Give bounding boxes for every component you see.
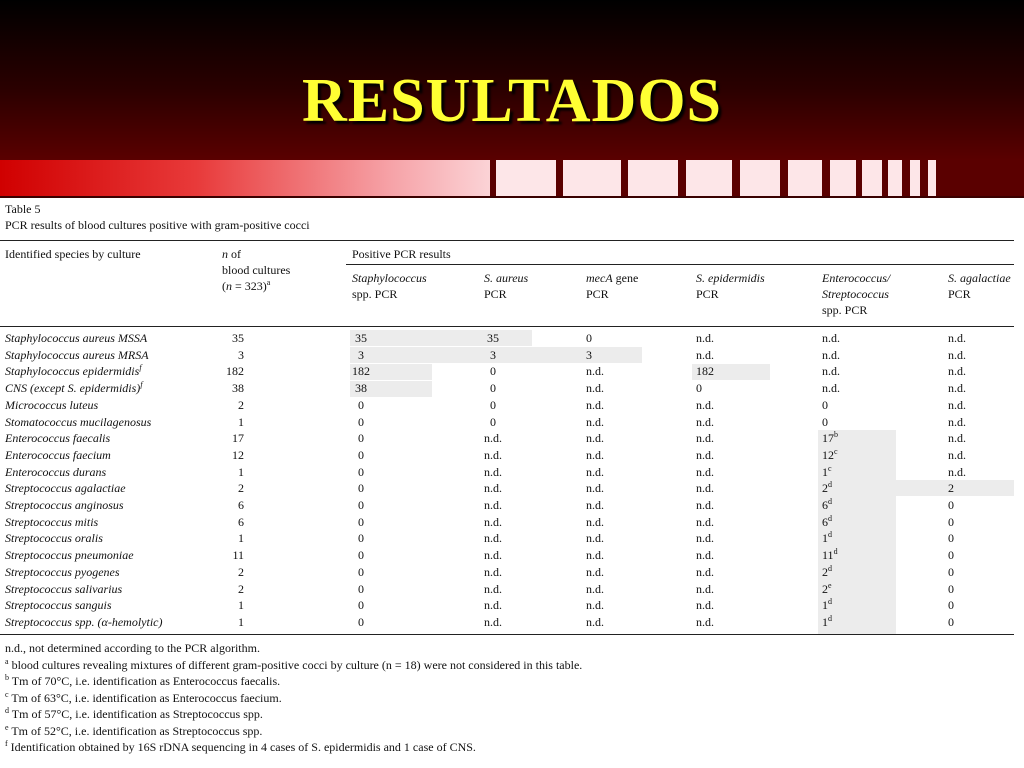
row-staph-pcr: 0 — [358, 464, 364, 479]
row-aureus-pcr: 3 — [490, 347, 496, 362]
header-n-line3: (n = 323)$^a$ — [222, 278, 271, 293]
row-agalactiae-pcr: 0 — [948, 498, 954, 512]
row-species-footnote-mark: f — [140, 380, 143, 390]
row-n: 2 — [238, 481, 244, 496]
header-n-line2: blood cultures — [222, 263, 291, 277]
stripe-block — [788, 160, 822, 196]
footnote-mark: d — [5, 706, 9, 715]
row-entero-footnote-mark: c — [834, 446, 838, 456]
row-species: Streptococcus agalactiae — [5, 481, 126, 496]
row-entero-footnote-mark: d — [833, 547, 838, 557]
table-row — [0, 530, 1014, 547]
header-entero-strep: Enterococcus/ Streptococcus spp. PCR — [822, 271, 891, 317]
row-meca-pcr: 3 — [586, 347, 592, 362]
row-n: 6 — [238, 498, 244, 512]
row-entero-strep-pcr: 17$^b$ — [822, 430, 838, 446]
header-bottom-rule — [0, 326, 1014, 327]
row-staph-pcr: 3 — [358, 347, 364, 362]
row-entero-strep-pcr: n.d. — [822, 331, 840, 345]
header-agalactiae: S. agalactiae PCR — [948, 271, 1011, 301]
row-meca-pcr: n.d. — [586, 381, 604, 396]
stripe-block — [628, 160, 678, 196]
row-agalactiae-pcr: 0 — [948, 598, 954, 613]
row-species: Streptococcus pneumoniae — [5, 548, 134, 563]
header-n: n of blood cultures (n = 323)$^a$ — [222, 247, 291, 293]
row-staph-pcr: 0 — [358, 481, 364, 496]
row-species: Streptococcus mitis — [5, 514, 99, 529]
row-staph-pcr: 182 — [352, 364, 370, 379]
row-species: Enterococcus durans — [5, 464, 107, 479]
row-n: 1 — [238, 414, 244, 429]
row-entero-strep-pcr: 6$^d$ — [822, 513, 832, 529]
header-positive-pcr: Positive PCR results — [352, 247, 451, 261]
row-agalactiae-pcr: n.d. — [948, 464, 966, 479]
row-meca-pcr: n.d. — [586, 614, 604, 629]
table-row — [0, 480, 1014, 497]
row-n: 1 — [238, 614, 244, 629]
row-species: Streptococcus oralis — [5, 531, 103, 546]
row-meca-pcr: n.d. — [586, 431, 604, 446]
row-meca-pcr: n.d. — [586, 414, 604, 429]
table-row — [0, 614, 1014, 631]
row-aureus-pcr: n.d. — [484, 564, 502, 579]
header-staph: Staphylococcus spp. PCR — [352, 271, 427, 301]
row-entero-strep-pcr: n.d. — [822, 347, 840, 362]
row-epidermidis-pcr: n.d. — [696, 531, 714, 546]
row-entero-strep-pcr: 0 — [822, 414, 828, 429]
row-epidermidis-pcr: 182 — [696, 364, 714, 379]
row-entero-strep-pcr: 2$^d$ — [822, 563, 832, 579]
row-species: Stomatococcus mucilagenosus — [5, 414, 152, 429]
row-aureus-pcr: n.d. — [484, 548, 502, 563]
footnote-mark: b — [5, 673, 9, 682]
row-agalactiae-pcr: n.d. — [948, 347, 966, 362]
row-staph-pcr: 0 — [358, 564, 364, 579]
row-meca-pcr: n.d. — [586, 514, 604, 529]
row-agalactiae-pcr: n.d. — [948, 397, 966, 412]
stripe-block — [563, 160, 621, 196]
row-staph-pcr: 0 — [358, 514, 364, 529]
row-entero-strep-pcr: 1$^d$ — [822, 613, 832, 629]
row-staph-pcr: 0 — [358, 598, 364, 613]
row-epidermidis-pcr: n.d. — [696, 581, 714, 596]
table-row — [0, 581, 1014, 598]
row-species: Micrococcus luteus — [5, 397, 99, 412]
stripe-block — [928, 160, 936, 196]
row-entero-strep-pcr: 11$^d$ — [822, 547, 838, 563]
row-entero-footnote-mark: c — [828, 463, 832, 473]
footnote-mark: e — [5, 722, 9, 732]
row-aureus-pcr: n.d. — [484, 498, 502, 512]
row-species: Streptococcus pyogenes — [5, 564, 120, 579]
table-row — [0, 547, 1014, 564]
header-meca: mecA gene PCR — [586, 271, 639, 301]
row-agalactiae-pcr: 0 — [948, 548, 954, 563]
row-agalactiae-pcr: 0 — [948, 564, 954, 579]
row-species: Streptococcus salivarius — [5, 581, 123, 596]
stripe-block — [910, 160, 920, 196]
table-row — [0, 464, 1014, 481]
table-row — [0, 597, 1014, 614]
stripe-block — [496, 160, 556, 196]
row-staph-pcr: 0 — [358, 531, 364, 546]
row-aureus-pcr: 35 — [487, 331, 499, 345]
row-n: 1 — [238, 598, 244, 613]
row-aureus-pcr: n.d. — [484, 531, 502, 546]
row-species-footnote-mark: f — [139, 363, 142, 373]
table-row — [0, 564, 1014, 581]
table-row — [0, 430, 1014, 447]
slide-title: RESULTADOS — [301, 67, 723, 135]
header-aureus: S. aureus PCR — [484, 271, 529, 301]
row-agalactiae-pcr: 2 — [948, 481, 954, 496]
row-n: 38 — [232, 381, 244, 396]
table-row — [0, 447, 1014, 464]
row-epidermidis-pcr: n.d. — [696, 548, 714, 563]
row-entero-strep-pcr: 12$^c$ — [822, 446, 838, 462]
stripe-block — [740, 160, 780, 196]
row-entero-footnote-mark: e — [828, 580, 832, 590]
footnote — [5, 723, 262, 739]
row-n: 182 — [226, 364, 244, 379]
row-species: Streptococcus spp. (α-hemolytic) — [5, 614, 163, 629]
row-aureus-pcr: 0 — [490, 414, 496, 429]
row-species: Enterococcus faecalis — [5, 431, 111, 446]
row-n: 1 — [238, 531, 244, 546]
row-agalactiae-pcr: 0 — [948, 514, 954, 529]
footnote-text: Tm of 70°C, i.e. identification as Enterococcus faecalis. — [9, 674, 281, 688]
header-species: Identified species by culture — [5, 247, 141, 261]
row-species: Streptococcus anginosus — [5, 498, 124, 512]
row-aureus-pcr: n.d. — [484, 431, 502, 446]
row-aureus-pcr: n.d. — [484, 464, 502, 479]
row-agalactiae-pcr: 0 — [948, 581, 954, 596]
row-species: Streptococcus sanguis — [5, 598, 112, 613]
table-row — [0, 414, 1014, 431]
footnote — [5, 690, 282, 706]
row-entero-strep-pcr: 1$^c$ — [822, 463, 832, 479]
row-epidermidis-pcr: n.d. — [696, 464, 714, 479]
row-n: 2 — [238, 564, 244, 579]
row-agalactiae-pcr: n.d. — [948, 381, 966, 396]
row-meca-pcr: n.d. — [586, 598, 604, 613]
row-species: CNS (except S. epidermidis)$^f$ — [5, 380, 143, 396]
row-aureus-pcr: n.d. — [484, 514, 502, 529]
row-entero-footnote-mark: d — [828, 480, 832, 490]
row-agalactiae-pcr: 0 — [948, 531, 954, 546]
row-meca-pcr: n.d. — [586, 464, 604, 479]
footnote-text: Identification obtained by 16S rDNA sequencing in 4 cases of S. epidermidis and 1 case of CNS. — [7, 740, 476, 754]
row-epidermidis-pcr: n.d. — [696, 414, 714, 429]
row-entero-footnote-mark: d — [828, 597, 832, 607]
row-staph-pcr: 0 — [358, 581, 364, 596]
table-top-rule — [0, 240, 1014, 241]
table-row — [0, 347, 1014, 364]
footnote-text: Tm of 63°C, i.e. identification as Enterococcus faecium. — [8, 690, 282, 705]
footnote-mark: c — [5, 689, 9, 699]
row-meca-pcr: n.d. — [586, 397, 604, 412]
stripe-block — [888, 160, 902, 196]
row-staph-pcr: 0 — [358, 614, 364, 629]
row-meca-pcr: n.d. — [586, 531, 604, 546]
row-epidermidis-pcr: n.d. — [696, 447, 714, 462]
row-staph-pcr: 38 — [355, 381, 367, 396]
row-meca-pcr: n.d. — [586, 364, 604, 379]
row-entero-footnote-mark: d — [828, 497, 832, 506]
footnote — [5, 673, 280, 689]
row-epidermidis-pcr: n.d. — [696, 331, 714, 345]
row-entero-strep-pcr: n.d. — [822, 364, 840, 379]
row-entero-strep-pcr: 6$^d$ — [822, 497, 832, 512]
row-staph-pcr: 0 — [358, 498, 364, 512]
row-aureus-pcr: n.d. — [484, 614, 502, 629]
row-entero-footnote-mark: d — [828, 513, 832, 523]
footnote-text: Tm of 57°C, i.e. identification as Streptococcus spp. — [9, 707, 263, 721]
row-epidermidis-pcr: n.d. — [696, 347, 714, 362]
row-staph-pcr: 35 — [355, 331, 367, 345]
footnote — [5, 739, 476, 755]
row-n: 35 — [232, 331, 244, 345]
row-n: 2 — [238, 581, 244, 596]
row-epidermidis-pcr: 0 — [696, 381, 702, 396]
row-agalactiae-pcr: n.d. — [948, 447, 966, 462]
row-aureus-pcr: 0 — [490, 364, 496, 379]
footnote-text: blood cultures revealing mixtures of different gram-positive cocci by culture (n = 18) were not considered in this table. — [8, 657, 583, 672]
row-epidermidis-pcr: n.d. — [696, 598, 714, 613]
stripe-block — [686, 160, 732, 196]
footnote — [5, 657, 582, 673]
row-entero-footnote-mark: d — [828, 613, 832, 623]
row-n: 1 — [238, 464, 244, 479]
footnote — [5, 640, 260, 656]
row-staph-pcr: 0 — [358, 414, 364, 429]
row-epidermidis-pcr: n.d. — [696, 564, 714, 579]
table-row — [0, 397, 1014, 414]
row-staph-pcr: 0 — [358, 447, 364, 462]
table-bottom-rule — [0, 634, 1014, 635]
row-staph-pcr: 0 — [358, 548, 364, 563]
footnote — [5, 706, 263, 722]
header-n-var: n — [222, 247, 228, 261]
row-agalactiae-pcr: n.d. — [948, 364, 966, 379]
row-meca-pcr: n.d. — [586, 581, 604, 596]
row-n: 3 — [238, 347, 244, 362]
row-epidermidis-pcr: n.d. — [696, 481, 714, 496]
header-epidermidis: S. epidermidis PCR — [696, 271, 765, 301]
table-row — [0, 380, 1014, 397]
row-entero-strep-pcr: 1$^d$ — [822, 530, 832, 546]
row-entero-strep-pcr: 1$^d$ — [822, 597, 832, 613]
row-staph-pcr: 0 — [358, 431, 364, 446]
row-epidermidis-pcr: n.d. — [696, 498, 714, 512]
stripe-block — [862, 160, 882, 196]
row-meca-pcr: 0 — [586, 331, 592, 345]
footnote-mark: f — [5, 739, 8, 748]
row-entero-strep-pcr: 2$^d$ — [822, 480, 832, 496]
row-n: 17 — [232, 431, 244, 446]
footnote-text: Tm of 52°C, i.e. identification as Streptococcus spp. — [8, 723, 263, 738]
row-species: Staphylococcus aureus MSSA — [5, 331, 148, 345]
row-meca-pcr: n.d. — [586, 481, 604, 496]
row-meca-pcr: n.d. — [586, 447, 604, 462]
stripe-block — [830, 160, 856, 196]
table-row — [0, 497, 1014, 514]
row-entero-footnote-mark: d — [828, 563, 832, 573]
decorative-stripe-gradient — [0, 160, 490, 196]
row-agalactiae-pcr: 0 — [948, 614, 954, 629]
row-n: 2 — [238, 397, 244, 412]
row-n: 12 — [232, 447, 244, 462]
row-aureus-pcr: n.d. — [484, 581, 502, 596]
row-n: 11 — [232, 548, 244, 563]
row-agalactiae-pcr: n.d. — [948, 331, 966, 345]
row-meca-pcr: n.d. — [586, 548, 604, 563]
row-entero-strep-pcr: 2e — [822, 580, 832, 596]
footnote-mark: a — [5, 656, 9, 666]
row-epidermidis-pcr: n.d. — [696, 397, 714, 412]
row-epidermidis-pcr: n.d. — [696, 614, 714, 629]
table-row — [0, 514, 1014, 531]
table-caption: PCR results of blood cultures positive with gram-positive cocci — [5, 218, 310, 232]
row-species: Enterococcus faecium — [5, 447, 111, 462]
footnote-text: n.d., not determined according to the PCR algorithm. — [5, 641, 260, 655]
row-species: Staphylococcus epidermidis$^f$ — [5, 363, 142, 379]
row-aureus-pcr: n.d. — [484, 598, 502, 613]
row-entero-footnote-mark: b — [834, 430, 838, 440]
row-aureus-pcr: 0 — [490, 397, 496, 412]
row-aureus-pcr: n.d. — [484, 447, 502, 462]
row-entero-strep-pcr: 0 — [822, 397, 828, 412]
table-row — [0, 330, 1014, 347]
row-staph-pcr: 0 — [358, 397, 364, 412]
row-aureus-pcr: n.d. — [484, 481, 502, 496]
table-document — [0, 198, 1024, 768]
row-agalactiae-pcr: n.d. — [948, 414, 966, 429]
row-meca-pcr: n.d. — [586, 498, 604, 512]
row-epidermidis-pcr: n.d. — [696, 514, 714, 529]
table-row — [0, 363, 1014, 380]
header-sub-rule — [346, 264, 1014, 265]
table-label: Table 5 — [5, 202, 41, 216]
row-species: Staphylococcus aureus MRSA — [5, 347, 149, 362]
row-n: 6 — [238, 514, 244, 529]
row-agalactiae-pcr: n.d. — [948, 431, 966, 446]
row-aureus-pcr: 0 — [490, 381, 496, 396]
row-meca-pcr: n.d. — [586, 564, 604, 579]
row-entero-strep-pcr: n.d. — [822, 381, 840, 396]
row-entero-footnote-mark: d — [828, 530, 832, 540]
row-epidermidis-pcr: n.d. — [696, 431, 714, 446]
